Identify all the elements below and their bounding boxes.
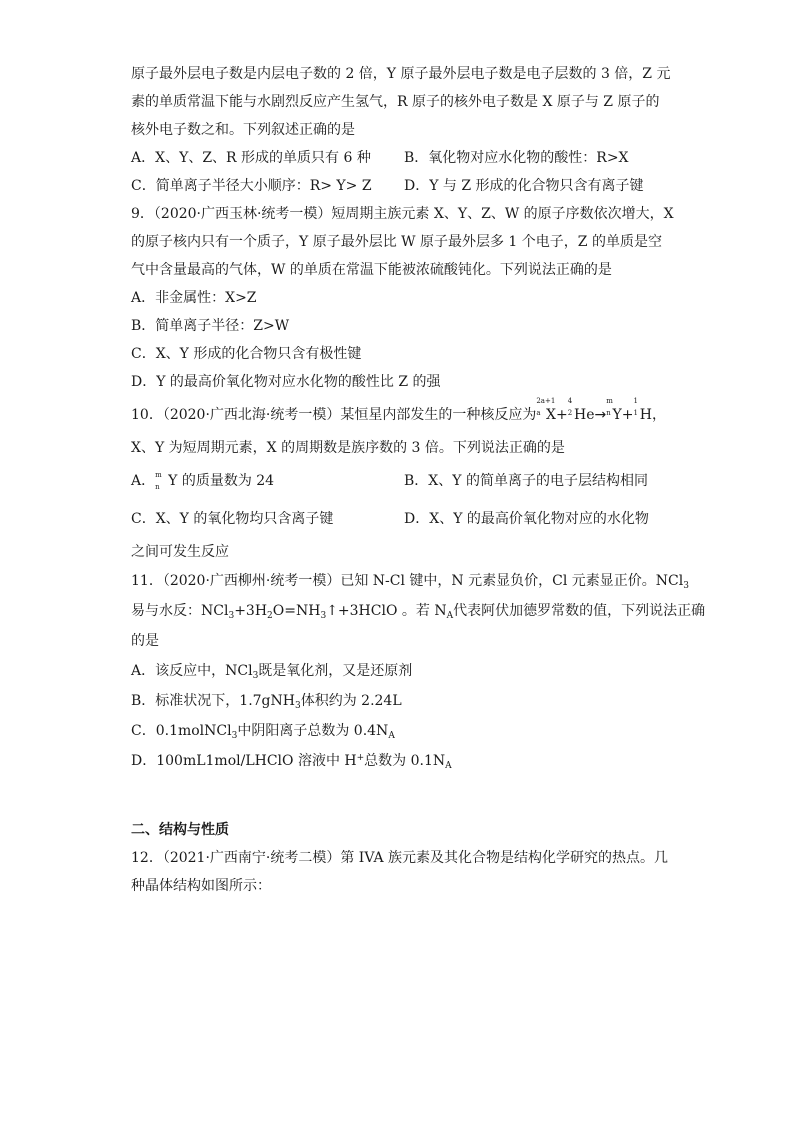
subscript: 3: [252, 671, 259, 681]
equation-part: 易与水反：NCl: [131, 603, 229, 619]
plus-sign: +: [555, 407, 568, 423]
q9-stem-line-1: 9．（2020·广西玉林·统考一模）短周期主族元素 X、Y、Z、W 的原子序数依次增大，X: [131, 206, 674, 222]
subscript: 3: [683, 581, 689, 591]
nuclide-y: [155, 470, 168, 492]
nuclide-h-mass: 1: [633, 397, 638, 405]
nuclide-x: [536, 396, 556, 418]
question-8: [131, 60, 671, 200]
option-text: 体积约为 2.24L: [300, 693, 402, 709]
q9-stem-line-2: 的原子核内只有一个质子，Y 原子最外层比 W 原子最外层多 1 个电子，Z 的单质是空: [131, 234, 662, 250]
option-text: C．0.1molNCl: [131, 723, 232, 739]
question-11: [131, 566, 706, 776]
q10-option-a: [131, 462, 404, 500]
superscript: +: [356, 753, 365, 763]
symbol-h: H: [639, 407, 652, 423]
q10-option-c: C．X、Y 的氧化物均只含离子键: [131, 511, 334, 527]
q10-option-b: B．X、Y 的简单离子的电子层结构相同: [404, 473, 648, 489]
q8-option-d: D．Y 与 Z 形成的化合物只含有离子键: [404, 178, 644, 194]
q11-stem-text: 11．（2020·广西柳州·统考一模）已知 N-Cl 键中，N 元素显负价，Cl 元素显正价。NCl: [131, 573, 684, 589]
q9-option-c: C．X、Y 形成的化合物只含有极性键: [131, 346, 362, 362]
q10-options-cd: [131, 500, 666, 538]
q8-stem-line-2: 素的单质常温下能与水剧烈反应产生氢气，R 原子的核外电子数是 X 原子与 Z 原子的: [131, 94, 660, 110]
nuclide-y: [606, 396, 612, 418]
subscript: 3: [228, 611, 235, 621]
q11-stem-line-3: 的是: [131, 633, 159, 649]
option-text: B．标准状况下，1.7gNH: [131, 693, 295, 709]
comma: ，: [652, 407, 666, 423]
nuclide-he-number: 2: [567, 409, 573, 417]
nuclide-h-number: 1: [633, 409, 638, 417]
q11-option-b: [131, 686, 666, 716]
option-text: 总数为 0.1N: [364, 753, 446, 769]
subscript: 2: [267, 611, 273, 621]
symbol-y: Y: [612, 407, 622, 423]
question-9: [131, 200, 674, 396]
q9-option-a: A．非金属性：X>Z: [131, 290, 257, 306]
document-page: [131, 60, 706, 900]
q11-option-a: [131, 656, 666, 686]
q9-option-d: D．Y 的最高价氧化物对应水化物的酸性比 Z 的强: [131, 374, 441, 390]
q11-option-c: [131, 716, 666, 746]
section-heading: 二、结构与性质: [131, 822, 229, 838]
option-a-text: 的质量数为 24: [177, 473, 275, 489]
nuclide-y-mass: m: [606, 397, 613, 405]
q10-stem-line-2: X、Y 为短周期元素，X 的周期数是族序数的 3 倍。下列说法正确的是: [131, 440, 565, 456]
q11-stem-line-1: [131, 566, 689, 596]
question-10: [131, 396, 666, 566]
equation-part: O=NH: [272, 603, 321, 619]
q12-stem-line-2: 种晶体结构如图所示：: [131, 878, 271, 894]
q8-options-ab: [131, 144, 666, 172]
equation-part: +3H: [234, 603, 268, 619]
subscript: A: [445, 761, 452, 771]
option-a-letter: A．: [131, 473, 156, 489]
q10-options-ab: [131, 462, 666, 500]
q10-stem-text: 10．（2020·广西北海·统考一模）某恒星内部发生的一种核反应为: [131, 407, 537, 423]
subscript: 3: [294, 701, 301, 711]
equation-part: ↑+3HClO 。若 N: [326, 603, 447, 619]
nuclide-he: [568, 396, 574, 418]
nuclide-h: [634, 396, 640, 418]
nuclide-y-mass: m: [155, 471, 162, 479]
symbol-y: Y: [168, 473, 178, 489]
q8-options-cd: [131, 172, 666, 200]
subscript: A: [446, 611, 454, 621]
q11-stem-line-2: [131, 596, 706, 626]
q8-option-a: A．X、Y、Z、R 形成的单质只有 6 种: [131, 150, 371, 166]
option-text: 中阴阳离子总数为 0.4N: [237, 723, 389, 739]
option-text: 既是氧化剂，又是还原剂: [258, 663, 413, 679]
q11-option-d: [131, 746, 666, 776]
nuclide-x-mass: 2a+1: [536, 397, 556, 405]
nuclide-y-number: n: [606, 409, 611, 417]
q12-stem-line-1: 12．（2021·广西南宁·统考二模）第 IVA 族元素及其化合物是结构化学研究的热点。几: [131, 850, 669, 866]
symbol-he: He: [574, 407, 595, 423]
option-text: D．100mL1mol/LHClO 溶液中 H: [131, 753, 357, 769]
subscript: 3: [231, 731, 238, 741]
q9-stem-line-3: 气中含量最高的气体，W 的单质在常温下能被浓硫酸钝化。下列说法正确的是: [131, 262, 612, 278]
nuclide-y-number: n: [155, 483, 160, 491]
q9-option-b: B．简单离子半径：Z>W: [131, 318, 290, 334]
question-12: [131, 844, 669, 900]
reaction-arrow-icon: →: [594, 407, 607, 423]
q10-option-d-continued: 之间可发生反应: [131, 544, 229, 560]
nuclide-he-mass: 4: [567, 397, 573, 405]
symbol-x: X: [546, 407, 556, 423]
q8-stem-line-1: 原子最外层电子数是内层电子数的 2 倍，Y 原子最外层电子数是电子层数的 3 倍，Z 元: [131, 66, 671, 82]
subscript: A: [388, 731, 395, 741]
q8-option-c: C．简单离子半径大小顺序：R> Y> Z: [131, 178, 372, 194]
q8-option-b: B．氧化物对应水化物的酸性：R>X: [404, 150, 629, 166]
option-text: A．该反应中，NCl: [131, 663, 253, 679]
plus-sign: +: [621, 407, 634, 423]
q10-option-d: D．X、Y 的最高价氧化物对应的水化物: [404, 511, 649, 527]
q11-stem-text: 代表阿伏加德罗常数的值，下列说法正确: [453, 603, 706, 619]
nuclide-x-number: a: [536, 409, 541, 417]
q8-stem-line-3: 核外电子数之和。下列叙述正确的是: [131, 122, 355, 138]
q10-stem-line-1: [131, 396, 666, 434]
subscript: 3: [320, 611, 327, 621]
